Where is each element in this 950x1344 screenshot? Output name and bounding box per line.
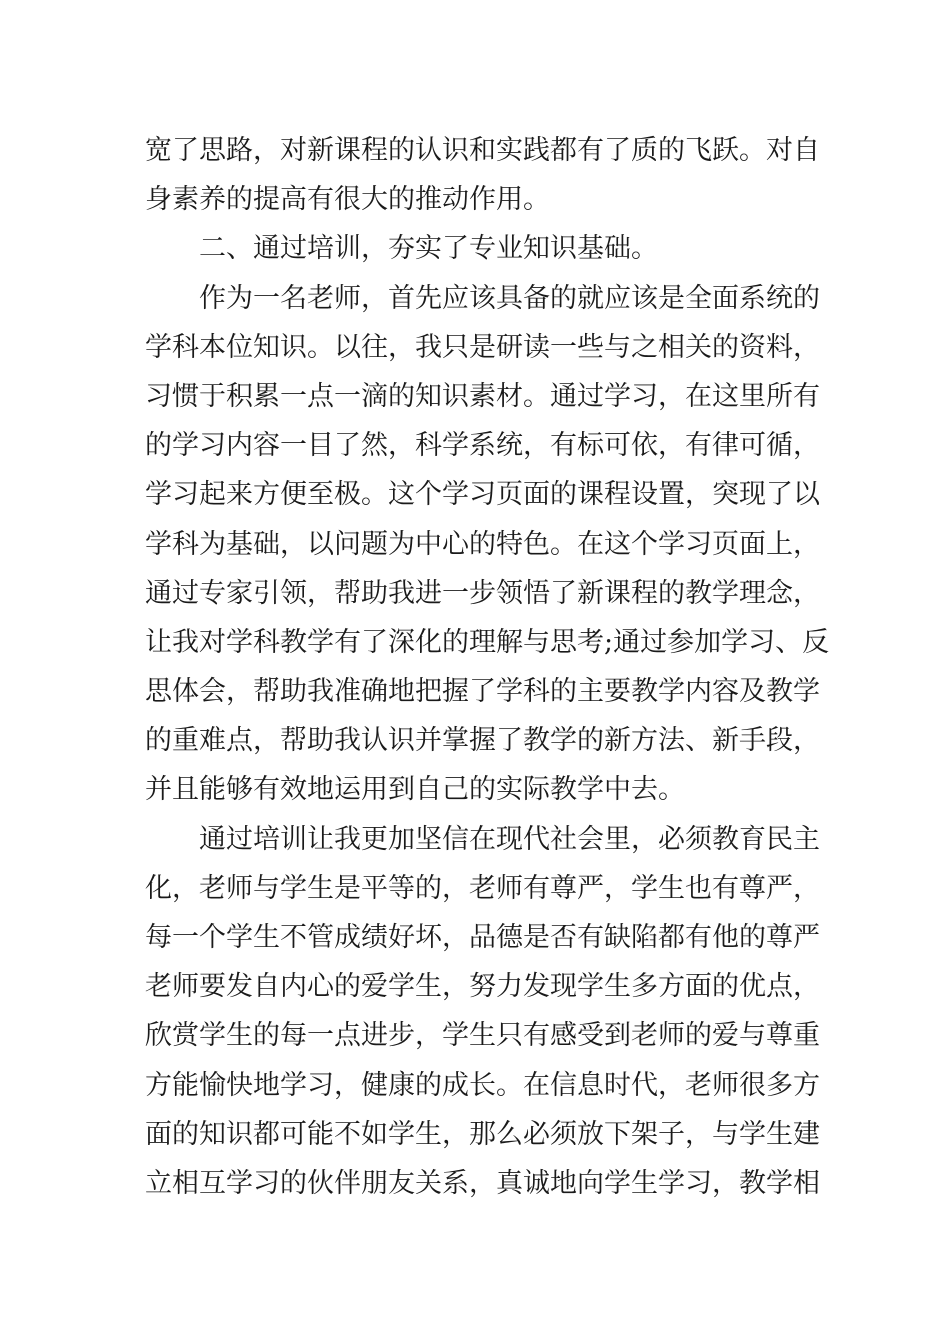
text-line: 学习起来方便至极。这个学习页面的课程设置，突现了以 — [145, 479, 820, 511]
text-line: 通过培训让我更加坚信在现代社会里，必须教育民主 — [199, 823, 820, 855]
document-body — [145, 126, 830, 1208]
text-line: 老师要发自内心的爱学生，努力发现学生多方面的优点， — [145, 971, 820, 1003]
text-line: 的重难点，帮助我认识并掌握了教学的新方法、新手段， — [145, 725, 820, 757]
text-line: 面的知识都可能不如学生，那么必须放下架子，与学生建 — [145, 1118, 820, 1150]
section-heading: 二、通过培训，夯实了专业知识基础。 — [199, 233, 658, 265]
text-line: 方能愉快地学习，健康的成长。在信息时代，老师很多方 — [145, 1069, 820, 1101]
text-line: 学科为基础，以问题为中心的特色。在这个学习页面上， — [145, 528, 820, 560]
text-line: 通过专家引领，帮助我进一步领悟了新课程的教学理念， — [145, 577, 820, 609]
text-line: 宽了思路，对新课程的认识和实践都有了质的飞跃。对自 — [145, 135, 820, 166]
text-line: 并且能够有效地运用到自己的实际教学中去。 — [145, 774, 685, 806]
text-line: 的学习内容一目了然，科学系统，有标可依，有律可循， — [145, 430, 820, 462]
text-line: 身素养的提高有很大的推动作用。 — [145, 184, 550, 216]
text-line: 每一个学生不管成绩好坏，品德是否有缺陷都有他的尊严 — [145, 922, 820, 953]
text-line: 思体会，帮助我准确地把握了学科的主要教学内容及教学 — [145, 676, 820, 708]
text-line: 化，老师与学生是平等的，老师有尊严，学生也有尊严， — [145, 872, 820, 904]
text-line: 学科本位知识。以往，我只是研读一些与之相关的资料， — [145, 331, 820, 363]
text-line: 立相互学习的伙伴朋友关系，真诚地向学生学习，教学相 — [145, 1167, 820, 1199]
text-line: 欣赏学生的每一点进步，学生只有感受到老师的爱与尊重 — [145, 1020, 820, 1052]
text-line: 习惯于积累一点一滴的知识素材。通过学习，在这里所有 — [145, 380, 820, 412]
text-line: 作为一名老师，首先应该具备的就应该是全面系统的 — [199, 282, 820, 314]
text-line: 让我对学科教学有了深化的理解与思考;通过参加学习、反 — [145, 626, 830, 658]
